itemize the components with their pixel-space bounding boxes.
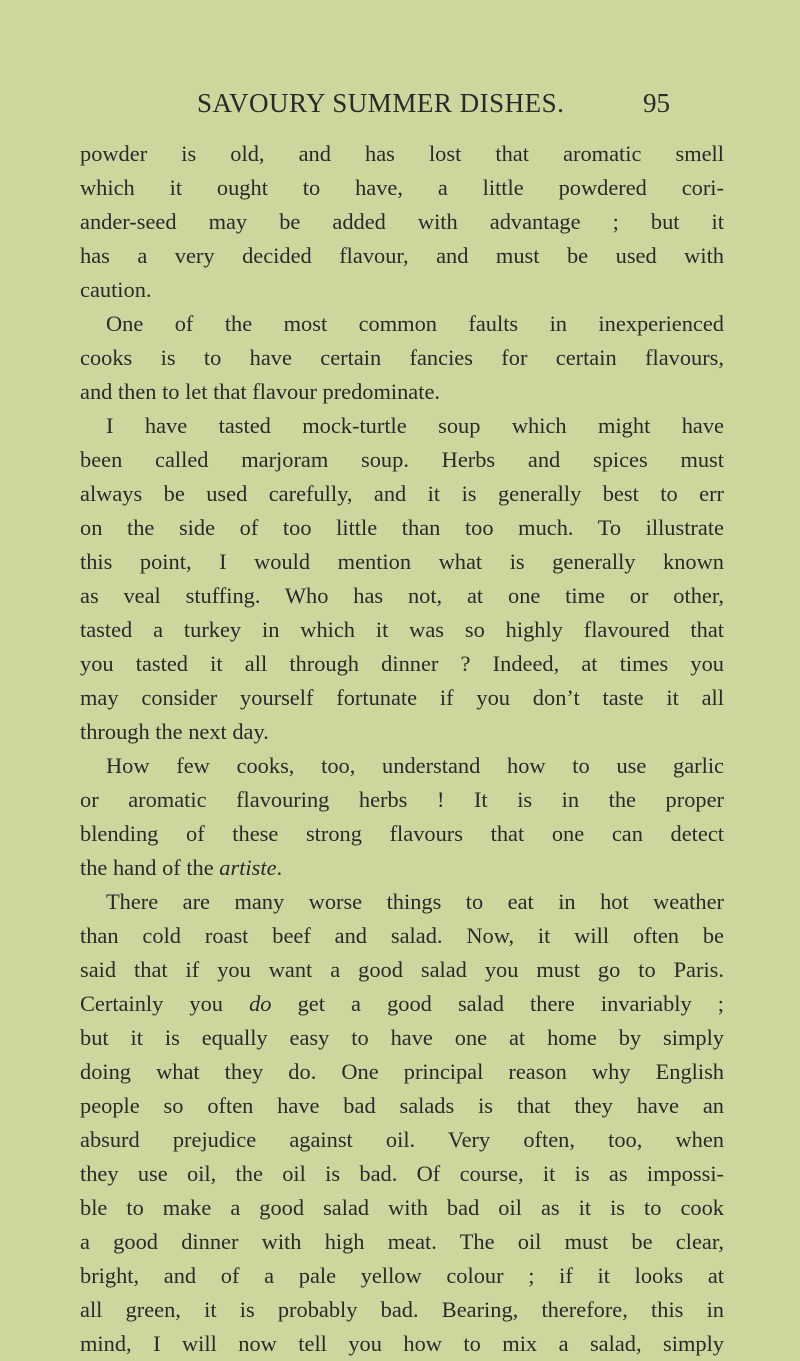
text-line (80, 1089, 724, 1123)
text-line (80, 1191, 724, 1225)
text-line-content: through the next day. (80, 719, 269, 744)
text-line (80, 239, 724, 273)
text-line-tail: . (276, 855, 283, 880)
text-line-content: absurd prejudice against oil. Very often, too, when (80, 1127, 724, 1152)
text-line-content: ander-seed may be added with advantage ; but it (80, 209, 724, 234)
text-line-content: a good dinner with high meat. The oil must be clear, (80, 1229, 724, 1254)
running-head (0, 86, 800, 120)
text-line (80, 817, 724, 851)
body-text (80, 137, 724, 1361)
text-line-content: than cold roast beef and salad. Now, it will often be (80, 923, 724, 948)
text-line (80, 783, 724, 817)
text-line-content: mind, I will now tell you how to mix a salad, simply (80, 1331, 724, 1356)
italic-word: artiste (219, 855, 277, 880)
text-line (80, 1327, 724, 1361)
text-line (80, 885, 724, 919)
text-line-content: bright, and of a pale yellow colour ; if it looks at (80, 1263, 724, 1288)
text-line (80, 137, 724, 171)
text-line (80, 273, 724, 307)
text-line-content: but it is equally easy to have one at home by simply (80, 1025, 724, 1050)
text-line (80, 409, 724, 443)
text-line-tail: get a good salad there invariably ; (271, 991, 724, 1016)
text-line (80, 1123, 724, 1157)
text-line-content: or aromatic flavouring herbs ! It is in the proper (80, 787, 724, 812)
text-line-content: cooks is to have certain fancies for certain flavours, (80, 345, 724, 370)
text-line-content: the hand of the (80, 855, 220, 880)
text-line (80, 749, 724, 783)
text-line (80, 341, 724, 375)
text-line-content: been called marjoram soup. Herbs and spices must (80, 447, 724, 472)
text-line (80, 987, 724, 1021)
text-line-content: people so often have bad salads is that they have an (80, 1093, 724, 1118)
text-line (80, 715, 724, 749)
text-line-content: which it ought to have, a little powdered cori- (80, 175, 724, 200)
text-line-content: always be used carefully, and it is generally best to err (80, 481, 724, 506)
text-line (80, 851, 724, 885)
text-line (80, 1259, 724, 1293)
text-line-content: caution. (80, 277, 152, 302)
text-line (80, 919, 724, 953)
text-line-content: There are many worse things to eat in hot weather (106, 889, 724, 914)
text-line (80, 443, 724, 477)
text-line-content: as veal stuffing. Who has not, at one time or other, (80, 583, 724, 608)
text-line-content: tasted a turkey in which it was so highly flavoured that (80, 617, 724, 642)
text-line (80, 205, 724, 239)
text-line (80, 375, 724, 409)
text-line-content: all green, it is probably bad. Bearing, therefore, this in (80, 1297, 724, 1322)
text-line-content: ble to make a good salad with bad oil as it is to cook (80, 1195, 724, 1220)
text-line-content: powder is old, and has lost that aromatic smell (80, 141, 724, 166)
text-line-content: I have tasted mock-turtle soup which might have (106, 413, 724, 438)
text-line-content: said that if you want a good salad you must go to Paris. (80, 957, 724, 982)
text-line-content: this point, I would mention what is generally known (80, 549, 724, 574)
text-line (80, 613, 724, 647)
text-line-content: on the side of too little than too much. To illustrate (80, 515, 724, 540)
text-line (80, 1055, 724, 1089)
text-line-content: has a very decided flavour, and must be used with (80, 243, 724, 268)
text-line (80, 1021, 724, 1055)
text-line (80, 1293, 724, 1327)
text-line (80, 477, 724, 511)
running-title: SAVOURY SUMMER DISHES. (197, 88, 565, 118)
text-line-content: One of the most common faults in inexperienced (106, 311, 724, 336)
text-line (80, 171, 724, 205)
text-line (80, 307, 724, 341)
text-line (80, 647, 724, 681)
text-line (80, 579, 724, 613)
text-line (80, 1157, 724, 1191)
text-line-content: Certainly you (80, 991, 250, 1016)
text-line-content: How few cooks, too, understand how to use garlic (106, 753, 724, 778)
text-line-content: and then to let that flavour predominate. (80, 379, 440, 404)
text-line-content: you tasted it all through dinner ? Indeed, at times you (80, 651, 724, 676)
text-line-content: may consider yourself fortunate if you don’t taste it all (80, 685, 724, 710)
text-line-content: doing what they do. One principal reason why English (80, 1059, 724, 1084)
italic-word: do (249, 991, 272, 1016)
text-line-content: blending of these strong flavours that one can detect (80, 821, 724, 846)
text-line (80, 545, 724, 579)
text-line (80, 681, 724, 715)
text-line (80, 511, 724, 545)
text-line (80, 1225, 724, 1259)
text-line-content: they use oil, the oil is bad. Of course, it is as impossi- (80, 1161, 724, 1186)
page-number: 95 (643, 88, 670, 118)
text-line (80, 953, 724, 987)
